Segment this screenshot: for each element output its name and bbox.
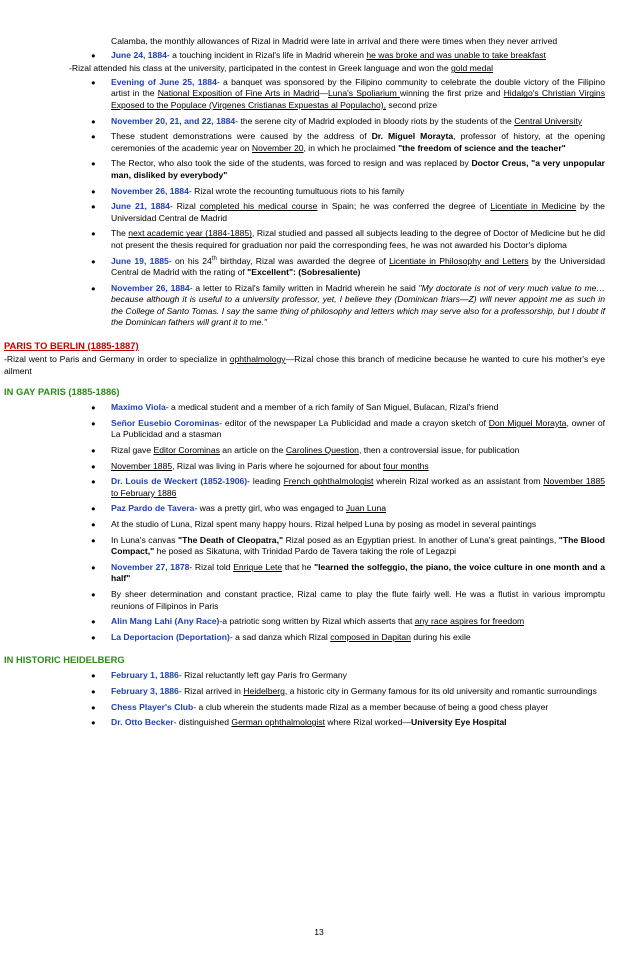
list-item: ● The next academic year (1884-1885), Rizal studied and passed all subjects leading to the degree of Doctor of Medicine but he did not present the thesis required for graduation nor paid the corresponding fees, he was not awarded his Doctor's diploma [111,226,605,253]
list-item: ● Rizal gave Editor Corominas an article on the Carolines Question, then a controversial issue, for publication [111,443,605,459]
list-item: ● La Deportacion (Deportation)- a sad danza which Rizal composed in Dapitan during his exile [111,630,605,646]
list-item: ● June 21, 1884- Rizal completed his medical course in Spain; he was conferred the degree of Licentiate in Medicine by the Universidad Central de Madrid [111,199,605,226]
list-item: ● November 1885, Rizal was living in Paris where he sojourned for about four months [111,459,605,475]
list-item: ● November 26, 1884- Rizal wrote the recounting tumultuous riots to his family [111,184,605,200]
list-item: ● Dr. Otto Becker- distinguished German ophthalmologist where Rizal worked—University Eye Hospital [111,715,605,731]
list-item: ● November 20, 21, and 22, 1884- the serene city of Madrid exploded in bloody riots by the students of the Central University [111,114,605,130]
list-item: ● Evening of June 25, 1884- a banquet was sponsored by the Filipino community to celebrate the double victory of the Filipino artist in the National Exposition of Fine Arts in Madrid—Luna's Spoliarium winning the first prize and Hidalgo's Christian Virgins Exposed to the Populace (Virgenes Cristianas Expuestas al Populacho), second prize [111,75,605,114]
list-item: ● Chess Player's Club- a club wherein the students made Rizal as a member because of being a good chess player [111,700,605,716]
dash-paragraph: -Rizal attended his class at the university, participated in the contest in Greek language and won the gold medal [69,63,494,74]
list-item: ● Maximo Viola- a medical student and a member of a rich family of San Miguel, Bulacan, Rizal's friend [111,400,605,416]
list-item: ● Dr. Louis de Weckert (1852-1906)- leading French ophthalmologist wherein Rizal worked as an assistant from November 1885 to February 1886 [111,474,605,501]
section-heading-heidelberg: IN HISTORIC HEIDELBERG [4,654,125,666]
page-number: 13 [314,927,324,937]
list-item: ● The Rector, who also took the side of the students, was forced to resign and was replaced by Doctor Creus, "a very unpopular man, disliked by everybody" [111,156,605,183]
list-item: ● February 1, 1886- Rizal reluctantly left gay Paris fro Germany [111,668,605,684]
list-item: ● Paz Pardo de Tavera- was a pretty girl, who was engaged to Juan Luna [111,501,605,517]
list-item: ● June 24, 1884- a touching incident in Rizal's life in Madrid wherein he was broke and was unable to take breakfast [111,48,605,64]
section-paragraph: -Rizal went to Paris and Germany in order to specialize in ophthalmology—Rizal chose this branch of medicine because he wanted to cure his mother's eye ailment [4,354,605,376]
list-item: ● Alin Mang Lahi (Any Race)-a patriotic song written by Rizal which asserts that any race aspires for freedom [111,614,605,630]
list-item: ● In Luna's canvas "The Death of Cleopatra," Rizal posed as an Egyptian priest. In another of Luna's great paintings, "The Blood Compact," he posed as Sikatuna, with Trinidad Pardo de Tavera taking the role of Legazpi [111,533,605,560]
list-item: ● February 3, 1886- Rizal arrived in Heidelberg, a historic city in Germany famous for its old university and romantic surroundings [111,684,605,700]
list-item: ● November 26, 1884- a letter to Rizal's family written in Madrid wherein he said "My doctorate is not of very much value to me… because although it is useful to a university professor, yet, I believe they (Dominican friars—Z) will never appoint me as such in the College of Santo Tomas. I say the same thing of philosophy and letters which may serve also for a professorship, but I doubt if the Dominican fathers will grant it to me." [111,281,605,331]
list-item: ● By sheer determination and constant practice, Rizal came to play the flute fairly well. He was a flutist in various impromptu reunions of Filipinos in Paris [111,587,605,614]
section-heading-gay-paris: IN GAY PARIS (1885-1886) [4,386,120,398]
list-item: ● At the studio of Luna, Rizal spent many happy hours. Rizal helped Luna by posing as model in several paintings [111,517,605,533]
list-item: ● Señor Eusebio Corominas- editor of the newspaper La Publicidad and made a crayon sketch of Don Miguel Morayta, owner of La Publicidad and a stasman [111,416,605,443]
section-heading-paris-to-berlin: PARIS TO BERLIN (1885-1887) [4,340,139,352]
list-item: ● November 27, 1878- Rizal told Enrique Lete that he "learned the solfeggio, the piano, the voice culture in one month and a half" [111,560,605,587]
list-item: ● These student demonstrations were caused by the address of Dr. Miguel Morayta, professor of history, at the opening ceremonies of the academic year on November 20, in which he proclaimed "the freedom of science and the teacher" [111,129,605,156]
continuation-text: Calamba, the monthly allowances of Rizal in Madrid were late in arrival and there were times when they never arrived [111,36,558,46]
list-item: ● June 19, 1885- on his 24th birthday, Rizal was awarded the degree of Licentiate in Philosophy and Letters by the Universidad Central de Madrid with the rating of "Excellent": (Sobresaliente) [111,254,605,281]
